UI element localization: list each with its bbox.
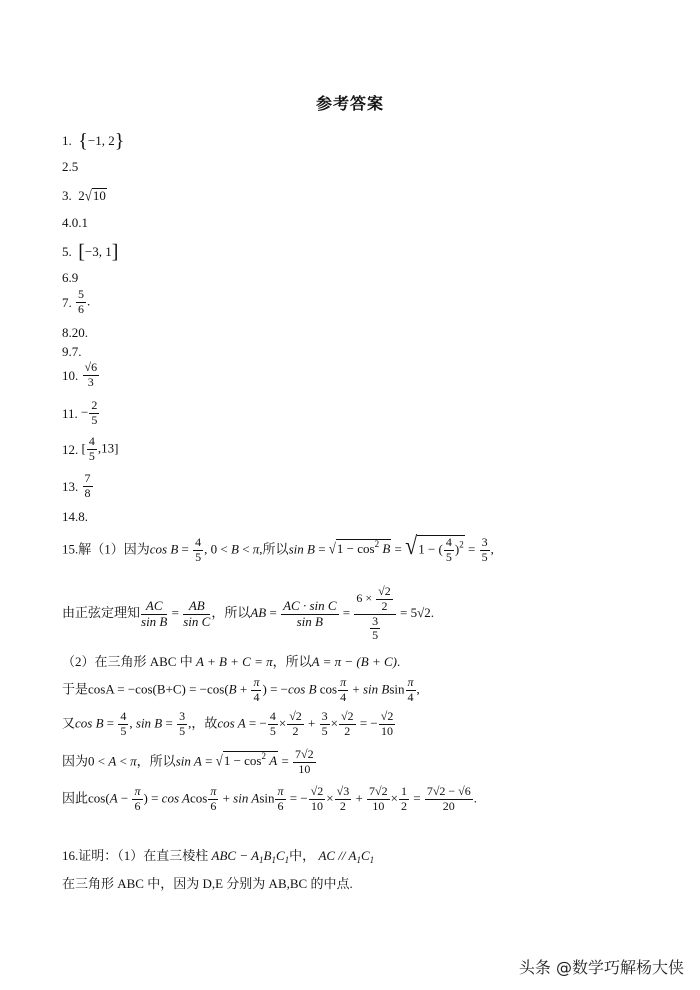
- q15-line-7: 因此cos(A − $\frac{\pi}{6}$ ) = cos Acos $\frac{\pi}{6}$ + sin Asin $\frac{\pi}{6}$ = − $\frac{√2}{10}$ × $\frac{√3}{2}$ + $\frac{7√2}{10}$ × $\frac{1}{2}$ = $\frac{7√2 - √6}{20}$ .: [62, 784, 478, 813]
- answer-6: 6.9: [62, 270, 79, 285]
- answer-4: 4.0.1: [62, 215, 88, 230]
- answer-2: 2.5: [62, 159, 79, 174]
- q15-line-5: 又cos B = $\frac{4}{5}$ , sin B = $\frac{3}{5}$ ,，故cos A = − $\frac{4}{5}$ × $\frac{√2}{2}$ + $\frac{3}{5}$ × $\frac{√2}{2}$ = − $\frac{√2}{10}$: [62, 709, 394, 738]
- answer-1: 1. {−1, 2}: [62, 130, 125, 152]
- answer-9: 9.7.: [62, 344, 82, 359]
- answer-13: 13. $\frac{7}{8}$: [62, 471, 91, 500]
- answer-5: 5. [−3, 1]: [62, 241, 119, 263]
- answer-14: 14.8.: [62, 509, 88, 524]
- answer-12: 12. [ $\frac{4}{5}$ ,13]: [62, 434, 119, 463]
- q16-line-1: 16.证明：（1）在直三棱柱 ABC − $A_1B_1C_1$中， AC // $A_1C_1$: [62, 848, 375, 865]
- answer-10: 10. $\frac{√6}{3}$: [62, 360, 98, 389]
- answer-3: 3. 2√10: [62, 186, 106, 205]
- answer-8: 8.20.: [62, 325, 88, 340]
- page-title: 参考答案: [315, 94, 384, 113]
- watermark: 头条 @数学巧解杨大侠: [518, 958, 684, 977]
- answer-7: 7. $\frac{5}{6}$ .: [62, 287, 91, 316]
- q16-line-2: 在三角形 ABC 中，因为 D,E 分别为 AB,BC 的中点.: [62, 876, 353, 891]
- q15-line-2: 由正弦定理知 $\frac{AC}{\text{sin B}}$ = $\frac{AB}{\text{sin C}}$ ，所以AB = $\frac{\text{AC · sin C}}{\text{sin B}}$ = 6 × $\frac{√2}{2}$ $\frac{3}{5}$ = 5√2.: [62, 584, 434, 643]
- q15-line-1: 15.解（1）因为cos B = $\frac{4}{5}$ , 0 < B < π,所以$\sin B = √1 - \cos^2 B = √1$ − ( $\frac{4}{5}$ )$^2$ = $\frac{3}{5}$ ,: [62, 531, 494, 564]
- q15-line-3: （2）在三角形 ABC 中 A + B + C = π，所以A = π − (B + C).: [62, 654, 401, 669]
- q15-line-6: 因为0 < A < π，所以$\sin A = √1 - \cos^2 A$ = $\frac{7√2}{10}$: [62, 747, 314, 776]
- answer-11: 11. − $\frac{2}{5}$: [62, 398, 98, 427]
- q15-line-4: 于是cosA = −cos(B+C) = −cos(B + $\frac{\pi}{4}$ ) = −cos B cos $\frac{\pi}{4}$ + sin Bsin $\frac{\pi}{4}$ ,: [62, 675, 420, 704]
